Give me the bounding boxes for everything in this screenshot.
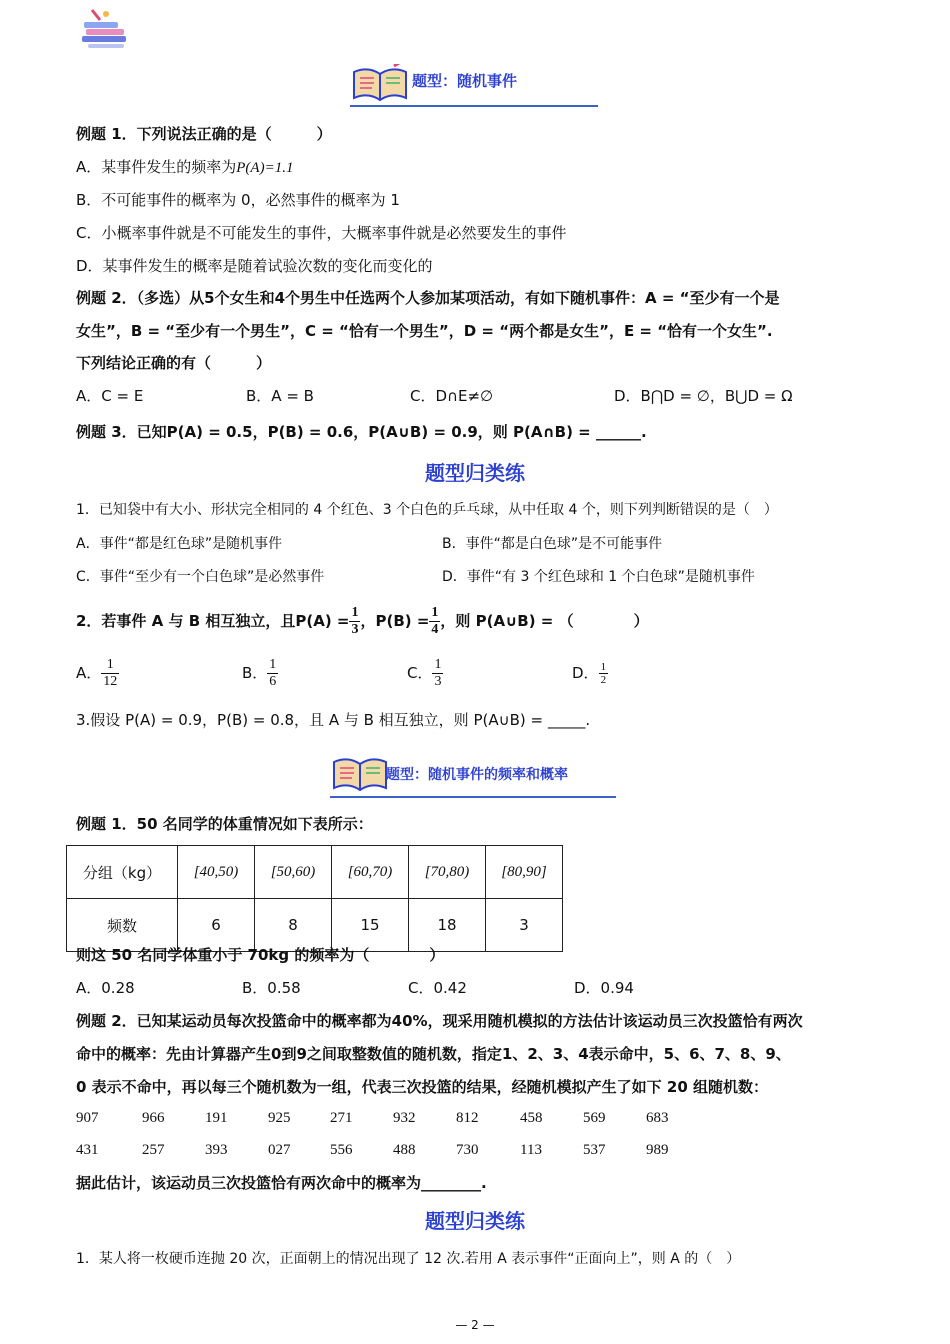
table-cell: [60,70) bbox=[332, 846, 409, 899]
practice-1-q1-option-d: D．事件“有 3 个红色球和 1 个白色球”是随机事件 bbox=[442, 569, 755, 585]
example-3: 例题 3．已知P(A) = 0.5，P(B) = 0.6，P(A∪B) = 0.9，则 P(A∩B) = ______. bbox=[76, 423, 647, 441]
open-book-icon bbox=[330, 754, 390, 792]
table-cell: 15 bbox=[332, 899, 409, 952]
s2-example-2-end: 据此估计，该运动员三次投篮恰有两次命中的概率为________. bbox=[76, 1174, 487, 1192]
section-underline bbox=[350, 105, 598, 107]
practice-1-q1-option-b: B．事件“都是白色球”是不可能事件 bbox=[442, 536, 663, 552]
s2-example-1-option-a: A．0.28 bbox=[76, 979, 135, 997]
example-2-option-a: A．C = E bbox=[76, 387, 144, 405]
example-1-stem: 例题 1．下列说法正确的是（ ） bbox=[76, 125, 332, 143]
table-cell: [80,90] bbox=[486, 846, 563, 899]
section-underline bbox=[330, 796, 616, 798]
fraction-pa: $\frac{1}{3}$ bbox=[351, 604, 359, 637]
table-cell: 3 bbox=[486, 899, 563, 952]
table-cell: 8 bbox=[255, 899, 332, 952]
practice-1-q2-option-b: B． $\frac{1}{6}$ bbox=[242, 656, 277, 689]
practice-title-2: 题型归类练 bbox=[425, 1209, 525, 1233]
example-2-line-1: 例题 2．（多选）从5个女生和4个男生中任选两个人参加某项活动，有如下随机事件：A = “至少有一个是 bbox=[76, 289, 780, 307]
practice-1-q1-option-a: A．事件“都是红色球”是随机事件 bbox=[76, 536, 283, 552]
table-cell: 频数 bbox=[67, 899, 178, 952]
section-title: 题型：随机事件 bbox=[412, 72, 518, 90]
example-1-option-c: C．小概率事件就是不可能发生的事件，大概率事件就是必然要发生的事件 bbox=[76, 224, 567, 242]
section-header-1 bbox=[350, 62, 598, 108]
page-number: — 2 — bbox=[455, 1318, 495, 1332]
practice-2-q1: 1．某人将一枚硬币连抛 20 次，正面朝上的情况出现了 12 次.若用 A 表示事件“正面向上”，则 A 的（ ） bbox=[76, 1251, 741, 1267]
table-cell: [70,80) bbox=[409, 846, 486, 899]
section-header-2 bbox=[330, 752, 616, 798]
example-2-option-c: C．D∩E≠∅ bbox=[410, 387, 494, 405]
example-1-option-b: B．不可能事件的概率为 0，必然事件的概率为 1 bbox=[76, 191, 400, 209]
table-row bbox=[67, 899, 563, 952]
practice-1-q2-option-d: D． $\frac{1}{2}$ bbox=[572, 660, 607, 686]
s2-example-1-option-c: C．0.42 bbox=[408, 979, 467, 997]
example-2-option-b: B．A = B bbox=[246, 387, 314, 405]
s2-example-2-line-2: 命中的概率：先由计算器产生0到9之间取整数值的随机数，指定1、2、3、4表示命中，5、6、7、8、9、 bbox=[76, 1045, 791, 1063]
practice-title-1: 题型归类练 bbox=[425, 461, 525, 485]
example-1-option-a: A．某事件发生的频率为P(A)=1.1 bbox=[76, 158, 294, 176]
s2-example-2-line-1: 例题 2．已知某运动员每次投篮命中的概率都为40%，现采用随机模拟的方法估计该运动员三次投篮恰有两次 bbox=[76, 1012, 803, 1030]
example-1-option-d: D．某事件发生的概率是随着试验次数的变化而变化的 bbox=[76, 257, 433, 275]
practice-1-q1-stem: 1．已知袋中有大小、形状完全相同的 4 个红色、3 个白色的乒乓球，从中任取 4 个，则下列判断错误的是（ ） bbox=[76, 502, 778, 518]
example-2-line-3: 下列结论正确的有（ ） bbox=[76, 354, 272, 372]
frequency-table bbox=[66, 845, 563, 952]
s2-example-1-option-b: B．0.58 bbox=[242, 979, 301, 997]
practice-1-q3: 3.假设 P(A) = 0.9，P(B) = 0.8，且 A 与 B 相互独立，则 P(A∪B) = _____. bbox=[76, 711, 591, 729]
practice-1-q2-stem: 2．若事件 A 与 B 相互独立，且 P(A) = $\frac{1}{3}$ ，P(B) = $\frac{1}{4}$ ，则 P(A∪B) = （ ） bbox=[76, 604, 649, 637]
s2-example-1-option-d: D．0.94 bbox=[574, 979, 634, 997]
table-cell: 6 bbox=[178, 899, 255, 952]
table-cell: [50,60) bbox=[255, 846, 332, 899]
section-title: 题型：随机事件的频率和概率 bbox=[386, 767, 568, 783]
practice-1-q1-option-c: C．事件“至少有一个白色球”是必然事件 bbox=[76, 569, 325, 585]
s2-example-2-line-3: 0 表示不命中，再以每三个随机数为一组，代表三次投篮的结果，经随机模拟产生了如下 20 组随机数： bbox=[76, 1078, 768, 1096]
example-2-line-2: 女生”，B = “至少有一个男生”，C = “恰有一个男生”，D = “两个都是女生”，E = “恰有一个女生”. bbox=[76, 322, 773, 340]
open-book-icon bbox=[350, 64, 410, 102]
table-cell: [40,50) bbox=[178, 846, 255, 899]
practice-1-q2-option-a: A． $\frac{1}{12}$ bbox=[76, 656, 118, 689]
s2-example-1-question: 则这 50 名同学体重小于 70kg 的频率为（ ） bbox=[76, 946, 445, 964]
table-cell: 18 bbox=[409, 899, 486, 952]
books-logo-icon bbox=[78, 6, 130, 50]
table-row bbox=[67, 846, 563, 899]
example-2-option-d: D．B⋂D = ∅，B⋃D = Ω bbox=[614, 387, 793, 405]
practice-1-q2-option-c: C． $\frac{1}{3}$ bbox=[407, 656, 442, 689]
fraction-pb: $\frac{1}{4}$ bbox=[431, 604, 439, 637]
table-cell: 分组（kg） bbox=[67, 846, 178, 899]
s2-example-1-stem: 例题 1．50 名同学的体重情况如下表所示： bbox=[76, 815, 373, 833]
